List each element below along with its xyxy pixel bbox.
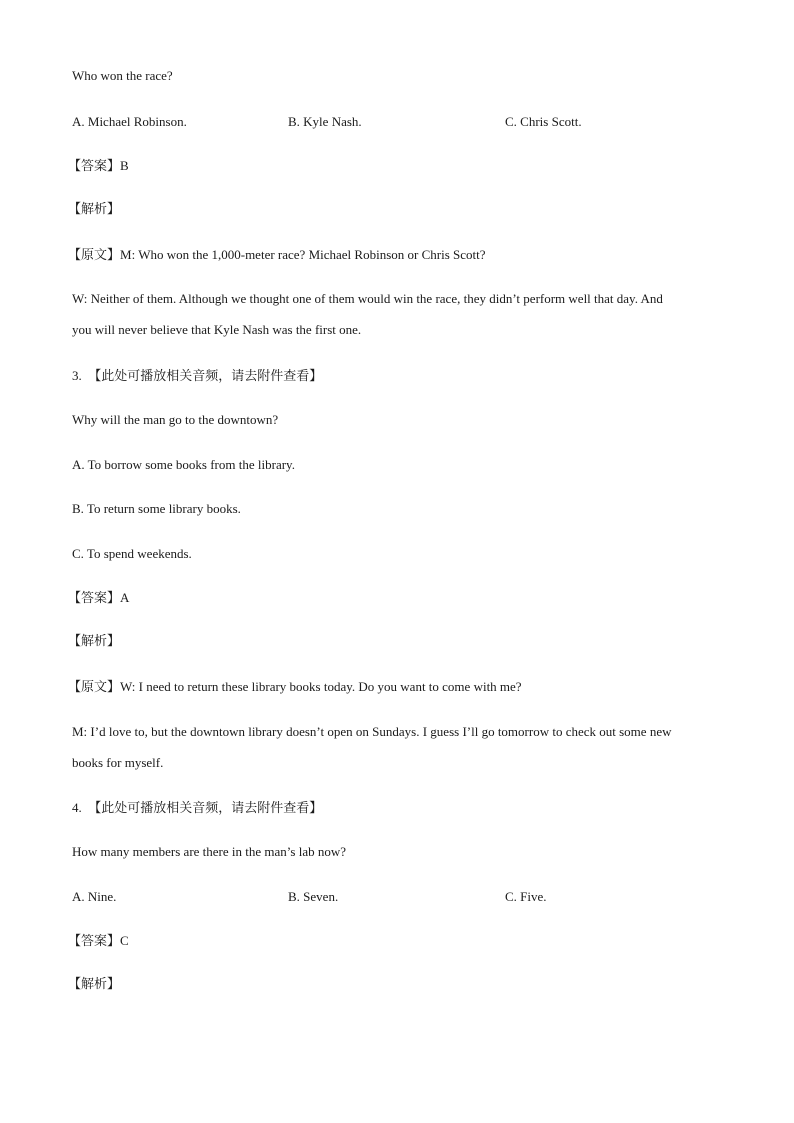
q2-option-b: B. Kyle Nash. [288,114,362,129]
q3-option-a: A. To borrow some books from the library. [72,457,295,472]
q3-question: Why will the man go to the downtown? [72,412,279,427]
q2-analysis-label: 【解析】 [68,202,121,217]
q4-option-b: B. Seven. [288,889,339,904]
q2-option-a: A. Michael Robinson. [72,114,187,129]
q3-number: 3. [72,368,82,383]
q3-transcript-line2: M: I’d love to, but the downtown library doesn’t open on Sundays. I guess I’ll go tomorrow to check out some new [72,724,672,739]
q3-heading [72,368,322,385]
q2-question: Who won the race? [72,68,173,83]
q3-audio-note: 【此处可播放相关音频，请去附件查看】 [88,369,323,384]
q3-transcript-line3: books for myself. [72,755,164,770]
q3-transcript-label: 【原文】 [68,680,121,695]
q4-question: How many members are there in the man’s lab now? [72,844,346,859]
q4-number: 4. [72,800,82,815]
q2-transcript-label: 【原文】 [68,248,121,263]
q4-option-a: A. Nine. [72,889,117,904]
q2-transcript-line1 [68,247,486,264]
q4-answer-label: 【答案】 [68,934,121,949]
q4-audio-note: 【此处可播放相关音频，请去附件查看】 [88,801,323,816]
q3-option-b: B. To return some library books. [72,501,241,516]
q2-answer-line [68,158,129,175]
q4-option-c: C. Five. [505,889,547,904]
q4-heading [72,800,322,817]
q4-analysis-label: 【解析】 [68,977,121,992]
q2-transcript-line3: you will never believe that Kyle Nash was the first one. [72,322,362,337]
q3-transcript-line1 [68,679,522,696]
q3-analysis-label: 【解析】 [68,634,121,649]
q2-transcript-line2: W: Neither of them. Although we thought one of them would win the race, they didn’t perform well that day. And [72,291,663,306]
q2-option-c: C. Chris Scott. [505,114,582,129]
q4-answer-line [68,933,129,950]
q3-answer-label: 【答案】 [68,591,121,606]
q3-answer-value: A [120,590,130,605]
q2-answer-label: 【答案】 [68,159,121,174]
q2-answer-value: B [120,158,129,173]
q4-answer-value: C [120,933,129,948]
q3-answer-line [68,590,129,607]
q2-transcript-text1: M: Who won the 1,000-meter race? Michael Robinson or Chris Scott? [120,247,486,262]
q3-option-c: C. To spend weekends. [72,546,192,561]
q3-transcript-text1: W: I need to return these library books today. Do you want to come with me? [120,679,522,694]
